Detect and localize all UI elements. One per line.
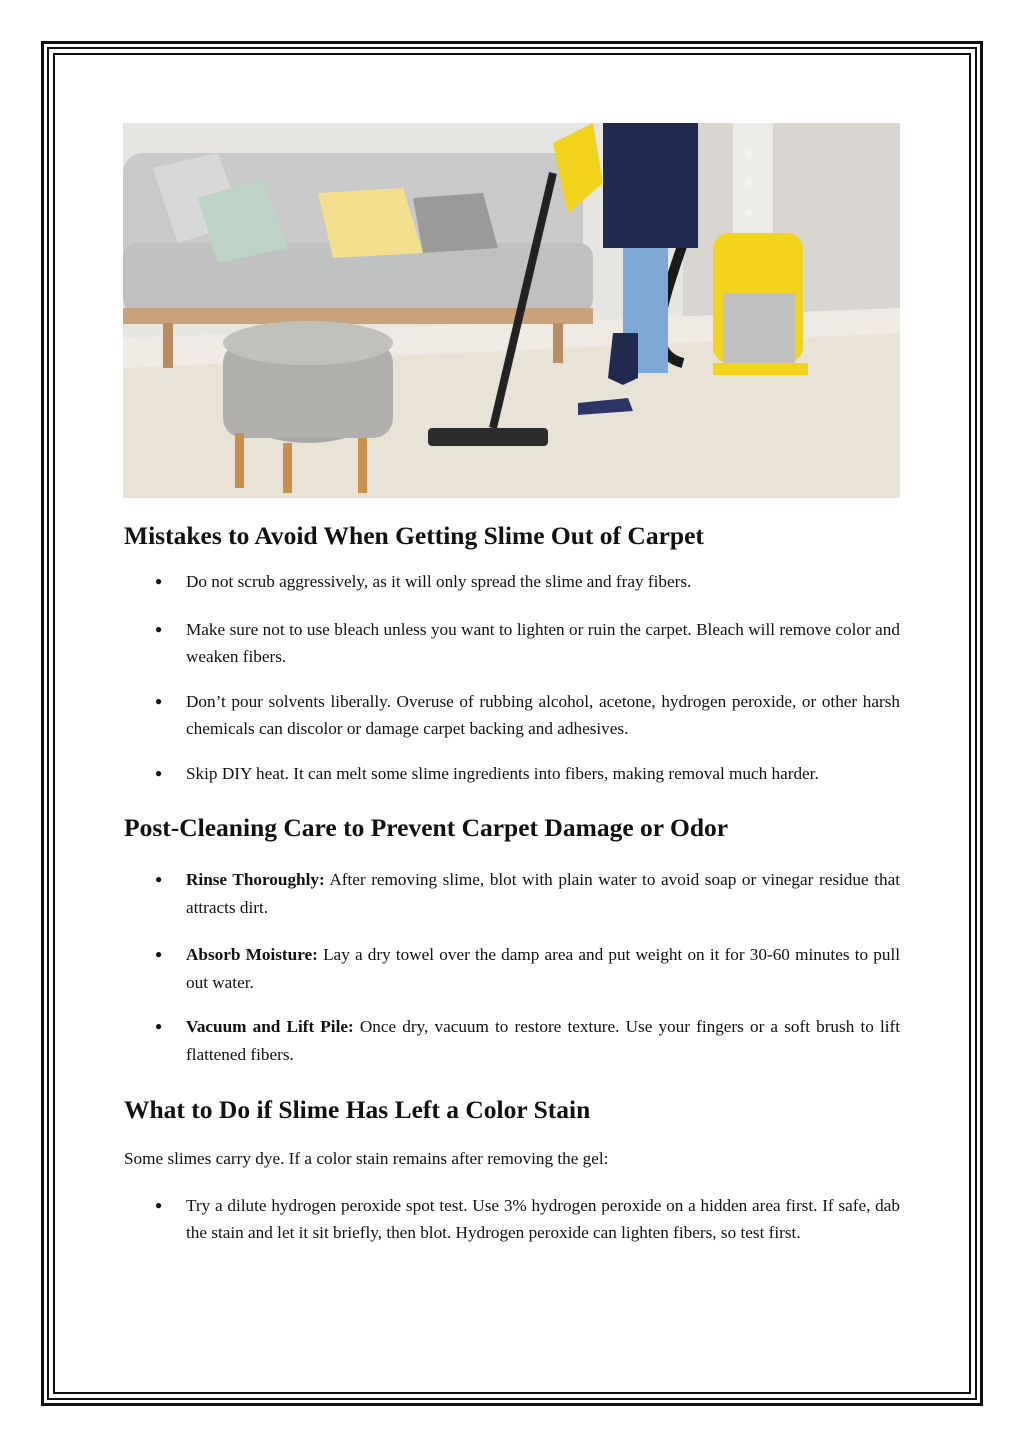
- article-content: [124, 518, 900, 1247]
- list-item: ● Try a dilute hydrogen peroxide spot test. Use 3% hydrogen peroxide on a hidden area first. If safe, dab the stain and let it sit briefly, then blot. Hydrogen peroxide can lighten fibers, so test first.: [124, 1192, 900, 1247]
- bullet-icon: ●: [155, 765, 163, 780]
- bullet-icon: ●: [155, 574, 163, 588]
- color-stain-list: [124, 1192, 900, 1247]
- hero-photo-vacuuming-carpet: [123, 123, 900, 498]
- bullet-icon: ●: [155, 947, 163, 961]
- list-item: ● Vacuum and Lift Pile: Once dry, vacuum to restore texture. Use your fingers or a soft brush to lift flattened fibers.: [124, 1013, 900, 1068]
- bullet-icon: ●: [155, 693, 163, 708]
- list-item: ● Skip DIY heat. It can melt some slime ingredients into fibers, making removal much harder.: [124, 760, 900, 788]
- bullet-icon: ●: [155, 872, 163, 886]
- mistakes-list: [124, 568, 900, 787]
- bullet-icon: ●: [155, 621, 163, 636]
- bullet-icon: ●: [155, 1019, 163, 1033]
- color-stain-intro: Some slimes carry dye. If a color stain remains after removing the gel:: [124, 1149, 609, 1168]
- list-item: ● Don’t pour solvents liberally. Overuse of rubbing alcohol, acetone, hydrogen peroxide, or other harsh chemicals can discolor or damage carpet backing and adhesives.: [124, 688, 900, 743]
- list-item: ● Do not scrub aggressively, as it will only spread the slime and fray fibers.: [124, 568, 900, 596]
- section-heading-color-stain: What to Do if Slime Has Left a Color Stain: [124, 1095, 591, 1124]
- section-heading-post-cleaning: Post-Cleaning Care to Prevent Carpet Damage or Odor: [124, 813, 729, 842]
- bullet-icon: ●: [155, 1197, 163, 1212]
- post-cleaning-list: [124, 866, 900, 1068]
- list-item: ● Make sure not to use bleach unless you want to lighten or ruin the carpet. Bleach will remove color and weaken fibers.: [124, 616, 900, 671]
- list-item: ● Absorb Moisture: Lay a dry towel over the damp area and put weight on it for 30-60 minutes to pull out water.: [124, 941, 900, 996]
- list-item: ● Rinse Thoroughly: After removing slime, blot with plain water to avoid soap or vinegar residue that attracts dirt.: [124, 866, 900, 921]
- section-heading-mistakes: Mistakes to Avoid When Getting Slime Out of Carpet: [124, 521, 704, 550]
